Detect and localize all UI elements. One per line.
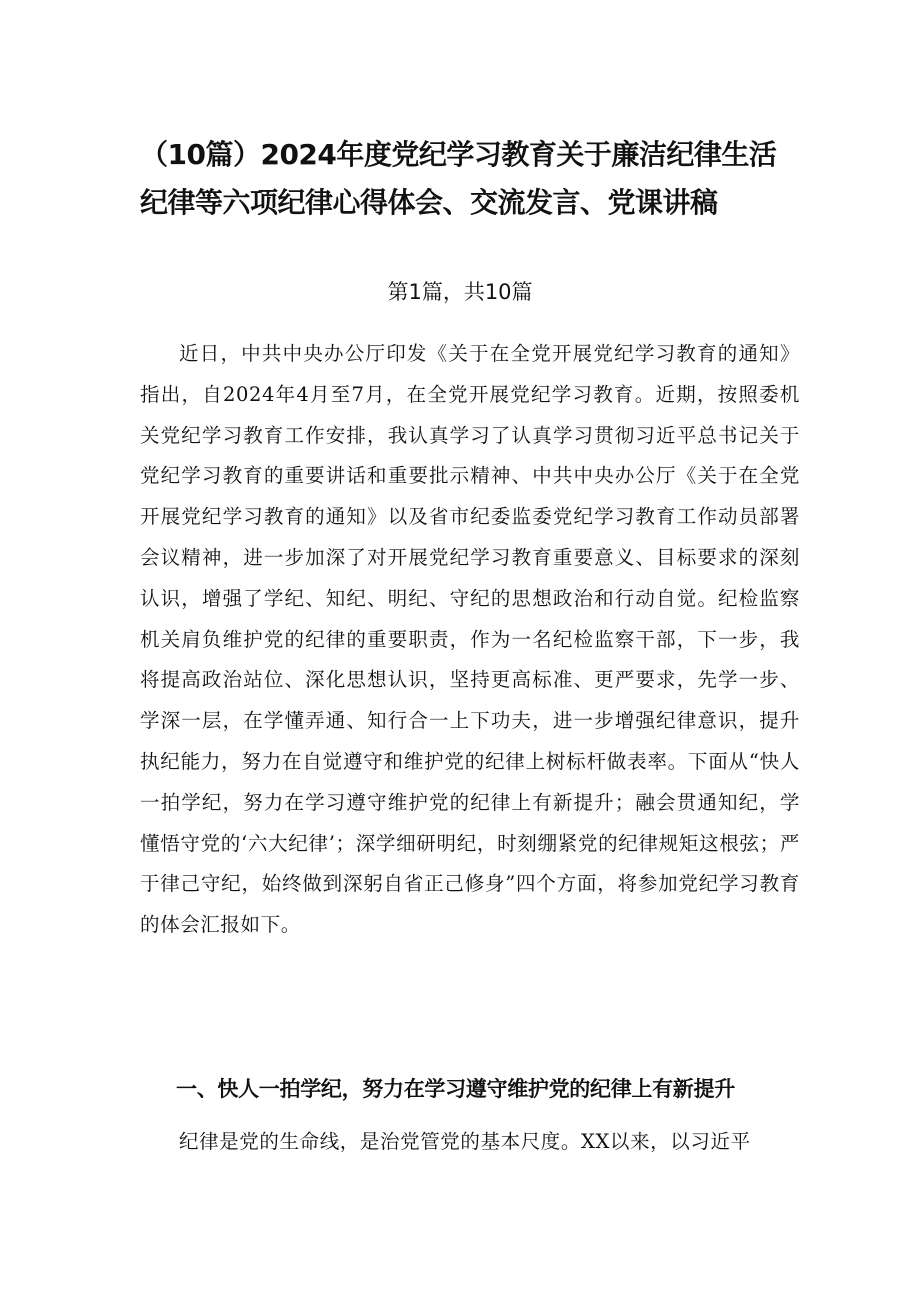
paragraph-section-1: 纪律是党的生命线，是治党管党的基本尺度。XX以来，以习近平 (179, 1130, 751, 1153)
paragraph-intro: 近日，中共中央办公厅印发《关于在全党开展党纪学习教育的通知》指出，自2024年4月至7月，在全党开展党纪学习教育。近期，按照委机关党纪学习教育工作安排，我认真学习了认真学习贯彻习近平总书记关于党纪学习教育的重要讲话和重要批示精神、中共中央办公厅《关于在全党开展党纪学习教育的通知》以及省市纪委监委党纪学习教育工作动员部署会议精神，进一步加深了对开展党纪学习教育重要意义、目标要求的深刻认识，增强了学纪、知纪、明纪、守纪的思想政治和行动自觉。纪检监察机关肩负维护党的纪律的重要职责，作为一名纪检监察干部，下一步，我将提高政治站位、深化思想认识，坚持更高标准、更严要求，先学一步、学深一层，在学懂弄通、知行合一上下功夫，进一步增强纪律意识，提升执纪能力，努力在自觉遵守和维护党的纪律上树标杆做表率。下面从“快人一拍学纪，努力在学习遵守维护党的纪律上有新提升；融会贯通知纪，学懂悟守党的‘六大纪律’；深学细研明纪，时刻绷紧党的纪律规矩这根弦；严于律己守纪，始终做到深躬自省正己修身”四个方面，将参加党纪学习教育的体会汇报如下。 (140, 342, 800, 937)
title-line-2: 纪律等六项纪律心得体会、交流发言、党课讲稿 (140, 185, 718, 219)
title-line-1: （10篇）2024年度党纪学习教育关于廉洁纪律生活 (140, 137, 777, 171)
article-index-subtitle: 第1篇，共10篇 (387, 280, 533, 304)
document-title (140, 131, 800, 227)
section-heading-1: 一、快人一拍学纪，努力在学习遵守维护党的纪律上有新提升 (176, 1077, 735, 1101)
